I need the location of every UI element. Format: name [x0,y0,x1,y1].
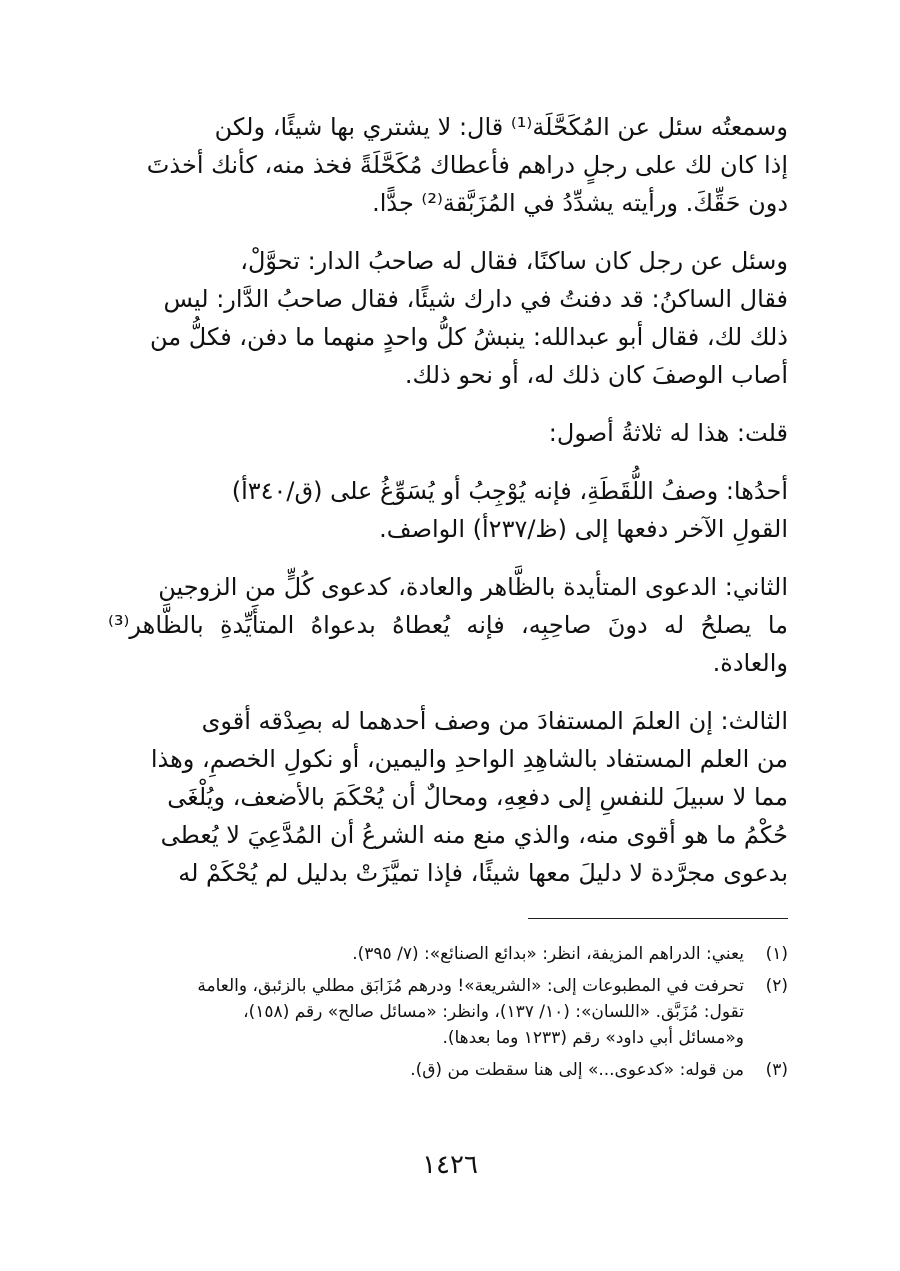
footnote-text [108,1057,744,1083]
footnote-1 [108,941,788,967]
text-line: قلت: هذا له ثلاثةُ أصول: [548,419,788,447]
text-line: حُكْمُ ما هو أقوى منه، والذي منع منه الشرعُ أن المُدَّعِيَ لا يُعطى [160,821,788,849]
paragraph-5 [108,568,788,682]
text-line: بدعوى مجرَّدة لا دليلَ معها شيئًا، فإذا تميَّزَتْ بدليل لم يُحْكَمْ له [178,859,788,887]
footnote-line: و«مسائل أبي داود» رقم (١٢٣٣ وما بعدها). [442,1028,744,1048]
footnote-text [108,941,744,967]
text-line: القولِ الآخر دفعها إلى (ظ/٢٣٧أ) الواصف. [379,515,788,543]
text-line: وسمعتُه سئل عن المُكَحَّلَة⁽¹⁾ قال: لا يشتري بها شيئًا، ولكن [214,113,788,141]
text-line: وسئل عن رجل كان ساكنًا، فقال له صاحبُ الدار: تحوَّلْ، [240,247,788,275]
page-body [108,108,788,1089]
text-line: دون حَقِّكَ. ورأيته يشدِّدُ في المُزَبَّقة⁽²⁾ جدًّا. [372,189,788,217]
paragraph-4 [108,472,788,548]
paragraph-1 [108,108,788,222]
page-number: ١٤٢٦ [422,1150,478,1180]
text-line: فقال الساكنُ: قد دفنتُ في دارك شيئًا، فقال صاحبُ الدَّار: ليس [163,285,788,313]
text-line: من العلم المستفاد بالشاهِدِ الواحدِ واليمين، أو نكولِ الخصمِ، وهذا [150,745,788,773]
footnote-number: (١) [765,944,788,964]
footnote-line: يعني: الدراهم المزيفة، انظر: «بدائع الصنائع»: (٧/ ٣٩٥). [352,944,744,964]
text-line: مما لا سبيلَ للنفسِ إلى دفعِهِ، ومحالٌ أن يُحْكَمَ بالأضعف، ويُلْغَى [167,783,788,811]
footnote-2 [108,973,788,1051]
footnote-line: تحرفت في المطبوعات إلى: «الشريعة»! ودرهم مُزَابَق مطلي بالزئبق، والعامة [197,976,744,996]
text-line: أصاب الوصفَ كان ذلك له، أو نحو ذلك. [404,361,788,389]
footnote-line: تقول: مُزَبَّق. «اللسان»: (١٠/ ١٣٧)، وانظر: «مسائل صالح» رقم (١٥٨)، [243,1002,744,1022]
footnote-number: (٢) [765,976,788,996]
footnote-3 [108,1057,788,1083]
paragraph-3 [108,414,788,452]
text-line: أحدُها: وصفُ اللُّقَطَةِ، فإنه يُوْجِبُ أو يُسَوِّغُ على (ق/٣٤٠أ) [231,477,788,505]
footnote-text [108,973,744,1051]
text-line: الثاني: الدعوى المتأيدة بالظَّاهر والعادة، كدعوى كُلٍّ من الزوجين [158,573,788,601]
paragraph-2 [108,242,788,394]
footnote-line: من قوله: «كدعوى...» إلى هنا سقطت من (ق). [410,1060,744,1080]
text-line: ذلك لك، فقال أبو عبدالله: ينبشُ كلُّ واحدٍ منهما ما دفن، فكلُّ من [150,323,788,351]
footnote-number: (٣) [765,1060,788,1080]
text-line: إذا كان لك على رجلٍ دراهم فأعطاك مُكَحَّلَةً فخذ منه، كأنك أخذتَ [146,151,788,179]
paragraph-6 [108,702,788,892]
footnote-separator [528,918,788,919]
text-line: ما يصلحُ له دونَ صاحِبِه، فإنه يُعطاهُ بدعواهُ المتأَيِّدةِ بالظَّاهر⁽³⁾ والعادة. [108,611,788,677]
text-line: الثالث: إن العلمَ المستفادَ من وصف أحدهما له بصِدْقه أقوى [201,707,788,735]
